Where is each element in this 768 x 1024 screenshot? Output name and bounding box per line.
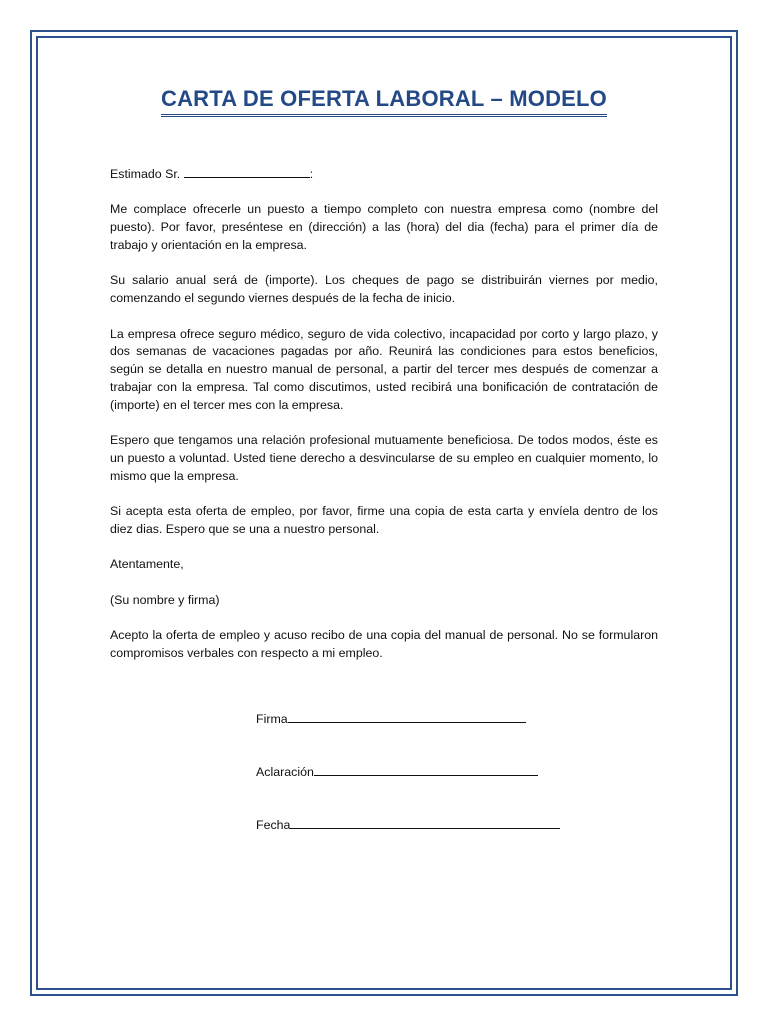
acceptance-statement: Acepto la oferta de empleo y acuso recibo de una copia del manual de personal. No se formularon compromisos verbales con respecto a mi empleo. [110, 628, 658, 660]
field-aclaracion-line [314, 763, 538, 776]
field-fecha-line [290, 816, 560, 829]
field-firma-line [288, 710, 526, 723]
field-firma-label: Firma [256, 712, 288, 726]
letter-body [110, 165, 658, 680]
paragraph-relationship: Espero que tengamos una relación profesional mutuamente beneficiosa. De todos modos, éste es un puesto a voluntad. Usted tiene derecho a desvincularse de su empleo en cualquier momento, lo mismo que la empresa. [110, 433, 658, 483]
document-title-container [0, 86, 768, 117]
paragraph-salary: Su salario anual será de (importe). Los cheques de pago se distribuirán viernes por medio, comenzando el segundo viernes después de la fecha de inicio. [110, 273, 658, 306]
recipient-name-blank [184, 165, 310, 178]
greeting-line [110, 165, 658, 184]
document-title: CARTA DE OFERTA LABORAL – MODELO [161, 86, 607, 117]
paragraph-benefits: La empresa ofrece seguro médico, seguro de vida colectivo, incapacidad por corto y largo plazo, y dos semanas de vacaciones pagadas por año. Reunirá las condiciones para estos beneficios, según se detalla en nuestro manual de personal, a partir del tercer mes después de comenzar a trabajar con la empresa. Tal como discutimos, usted recibirá una bonificación de contratación de (importe) en el tercer mes con la empresa. [110, 326, 658, 412]
paragraph-position: Me complace ofrecerle un puesto a tiempo completo con nuestra empresa como (nombre del puesto). Por favor, preséntese en (dirección) a las (hora) del dia (fecha) para el primer día de trabajo y orientación en la empresa. [110, 202, 658, 252]
signature-placeholder: (Su nombre y firma) [110, 592, 220, 607]
paragraph-acceptance-request: Si acepta esta oferta de empleo, por favor, firme una copia de esta carta y envíela dentro de los diez dias. Espero que se una a nuestro personal. [110, 504, 658, 536]
field-fecha-label: Fecha [256, 818, 291, 832]
field-aclaracion [256, 763, 538, 779]
closing-line: Atentamente, [110, 557, 184, 572]
field-fecha [256, 816, 560, 832]
greeting-suffix: : [309, 167, 314, 181]
field-firma [256, 710, 526, 726]
field-aclaracion-label: Aclaración [256, 765, 314, 779]
greeting-prefix: Estimado Sr. [110, 167, 181, 181]
